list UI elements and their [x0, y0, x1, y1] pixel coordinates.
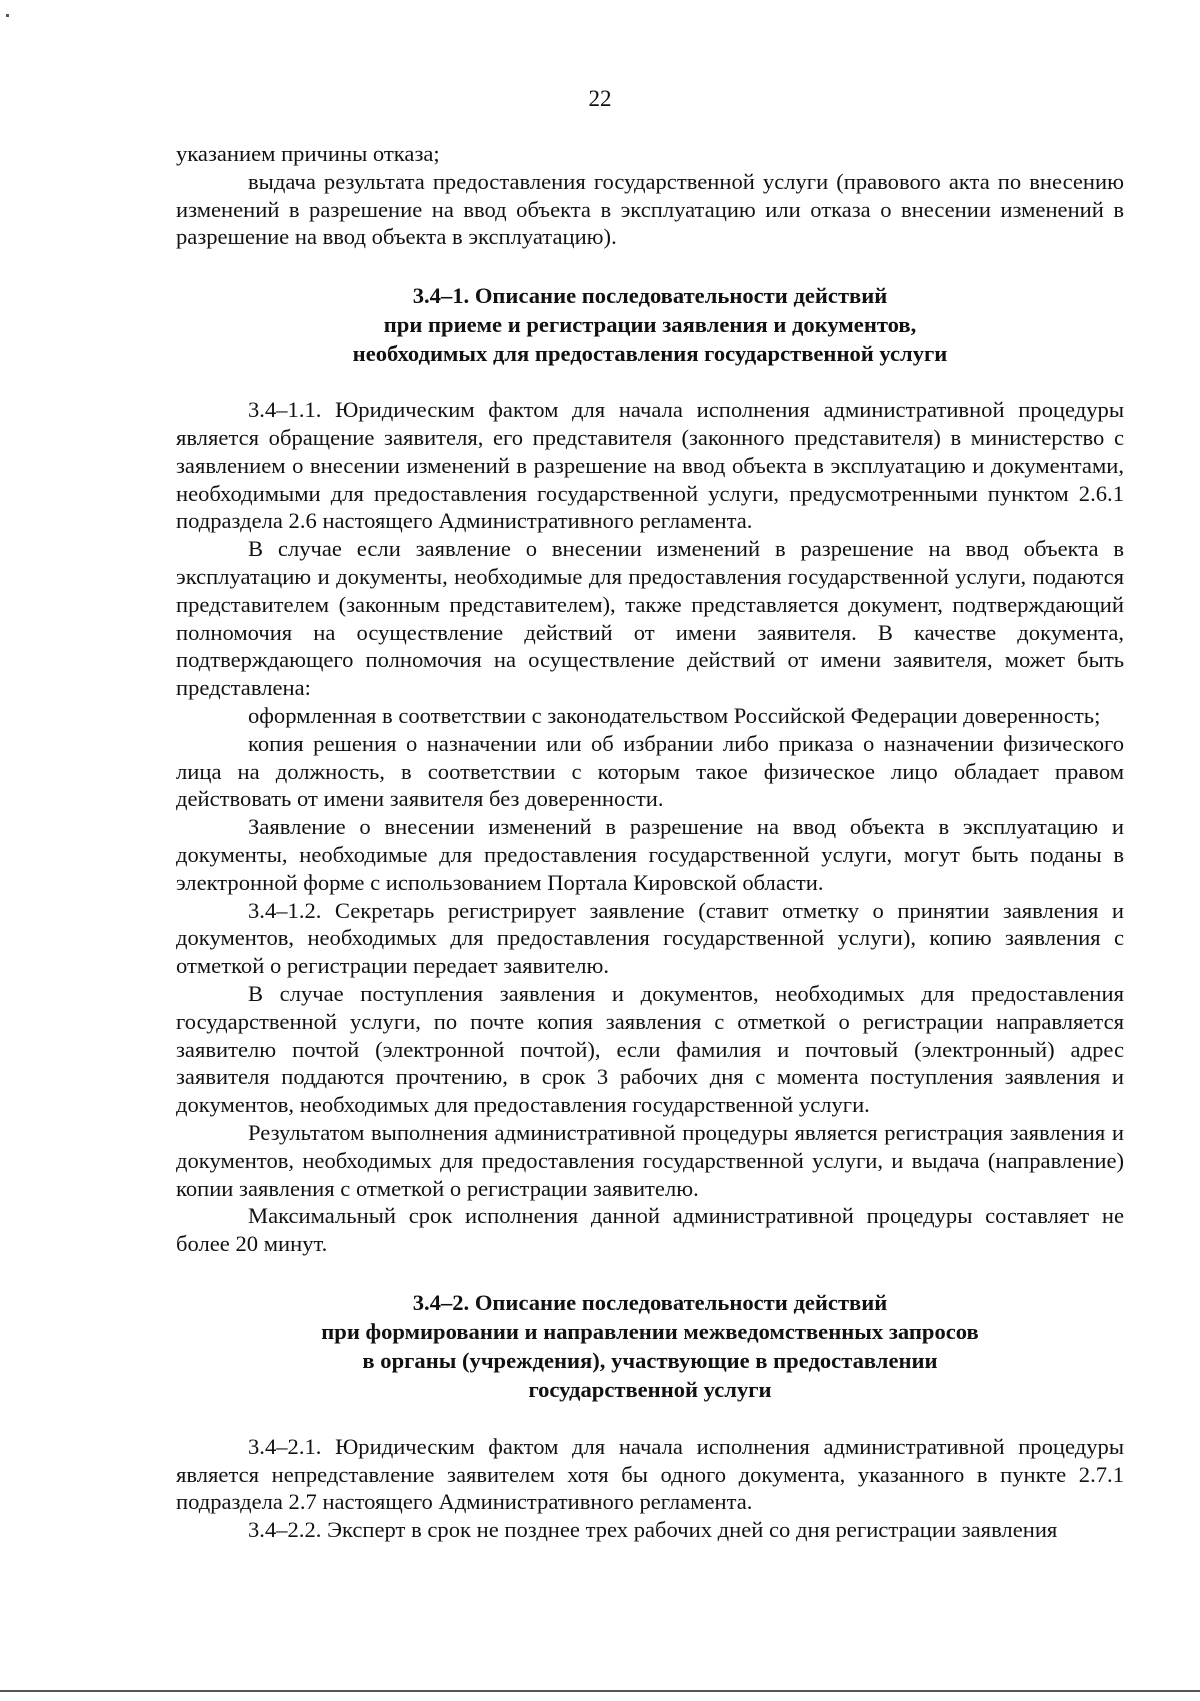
paragraph: Заявление о внесении изменений в разрешение на ввод объекта в эксплуатацию и документы, необходимые для предоставления государственной услуги, могут быть поданы в электронной форме с использованием Портала Кировской области.	[176, 814, 1124, 895]
scan-speck	[6, 14, 9, 17]
heading-line: государственной услуги	[528, 1376, 772, 1402]
page-number: 22	[588, 86, 612, 111]
paragraph: Максимальный срок исполнения данной административной процедуры составляет не более 20 минут.	[176, 1203, 1124, 1257]
paragraph: копия решения о назначении или об избрании либо приказа о назначении физического лица на должность, в соответствии с которым такое физическое лицо обладает правом действовать от имени заявителя без доверенности.	[176, 730, 1124, 812]
paragraph: 3.4–2.1. Юридическим фактом для начала исполнения административной процедуры является непредставление заявителем хотя бы одного документа, указанного в пункте 2.7.1 подраздела 2.7 настоящего Административного регламента.	[176, 1433, 1124, 1515]
paragraph: В случае поступления заявления и документов, необходимых для предоставления государственной услуги, по почте копия заявления с отметкой о регистрации направляется заявителю почтой (электронной почтой), если фамилия и почтовый (электронный) адрес заявителя поддаются прочтению, в срок 3 рабочих дня с момента поступления заявления и документов, необходимых для предоставления государственной услуги.	[176, 980, 1124, 1118]
heading-line: в органы (учреждения), участвующие в предоставлении	[362, 1347, 938, 1373]
paragraph: выдача результата предоставления государственной услуги (правового акта по внесению изменений в разрешение на ввод объекта в эксплуатацию или отказа о внесении изменений в разрешение на ввод объекта в эксплуатацию).	[176, 168, 1124, 250]
section-heading-3-4-2	[176, 1288, 1124, 1404]
heading-line: при приеме и регистрации заявления и документов,	[383, 312, 917, 338]
paragraph: 3.4–1.1. Юридическим фактом для начала исполнения административной процедуры является обращение заявителя, его представителя (законного представителя) в министерство с заявлением о внесении изменений в разрешение на ввод объекта в эксплуатацию и документами, необходимыми для предоставления государственной услуги, предусмотренными пунктом 2.6.1 подраздела 2.6 настоящего Административного регламента.	[176, 397, 1124, 534]
heading-line: необходимых для предоставления государственной услуги	[352, 341, 948, 367]
paragraph: 3.4–2.2. Эксперт в срок не позднее трех рабочих дней со дня регистрации заявления	[248, 1517, 1058, 1543]
paragraph: оформленная в соответствии с законодательством Российской Федерации доверенность;	[248, 702, 1101, 728]
heading-line: 3.4–1. Описание последовательности действий	[412, 283, 888, 309]
document-body	[176, 140, 1124, 1544]
heading-line: 3.4–2. Описание последовательности действий	[412, 1289, 888, 1315]
paragraph: В случае если заявление о внесении изменений в разрешение на ввод объекта в эксплуатацию и документы, необходимые для предоставления государственной услуги, подаются представителем (законным представителем), также представляется документ, подтверждающий полномочия на осуществление действий от имени заявителя. В качестве документа, подтверждающего полномочия на осуществление действий от имени заявителя, может быть представлена:	[176, 536, 1124, 701]
paragraph: указанием причины отказа;	[176, 141, 440, 166]
scan-edge-line	[0, 1690, 1200, 1692]
paragraph: 3.4–1.2. Секретарь регистрирует заявление (ставит отметку о принятии заявления и документов, необходимых для предоставления государственной услуги), копию заявления с отметкой о регистрации передает заявителю.	[176, 897, 1124, 979]
paragraph: Результатом выполнения административной процедуры является регистрация заявления и документов, необходимых для предоставления государственной услуги, и выдача (направление) копии заявления с отметкой о регистрации заявителю.	[176, 1119, 1124, 1201]
section-heading-3-4-1	[176, 281, 1124, 368]
heading-line: при формировании и направлении межведомственных запросов	[321, 1318, 979, 1344]
